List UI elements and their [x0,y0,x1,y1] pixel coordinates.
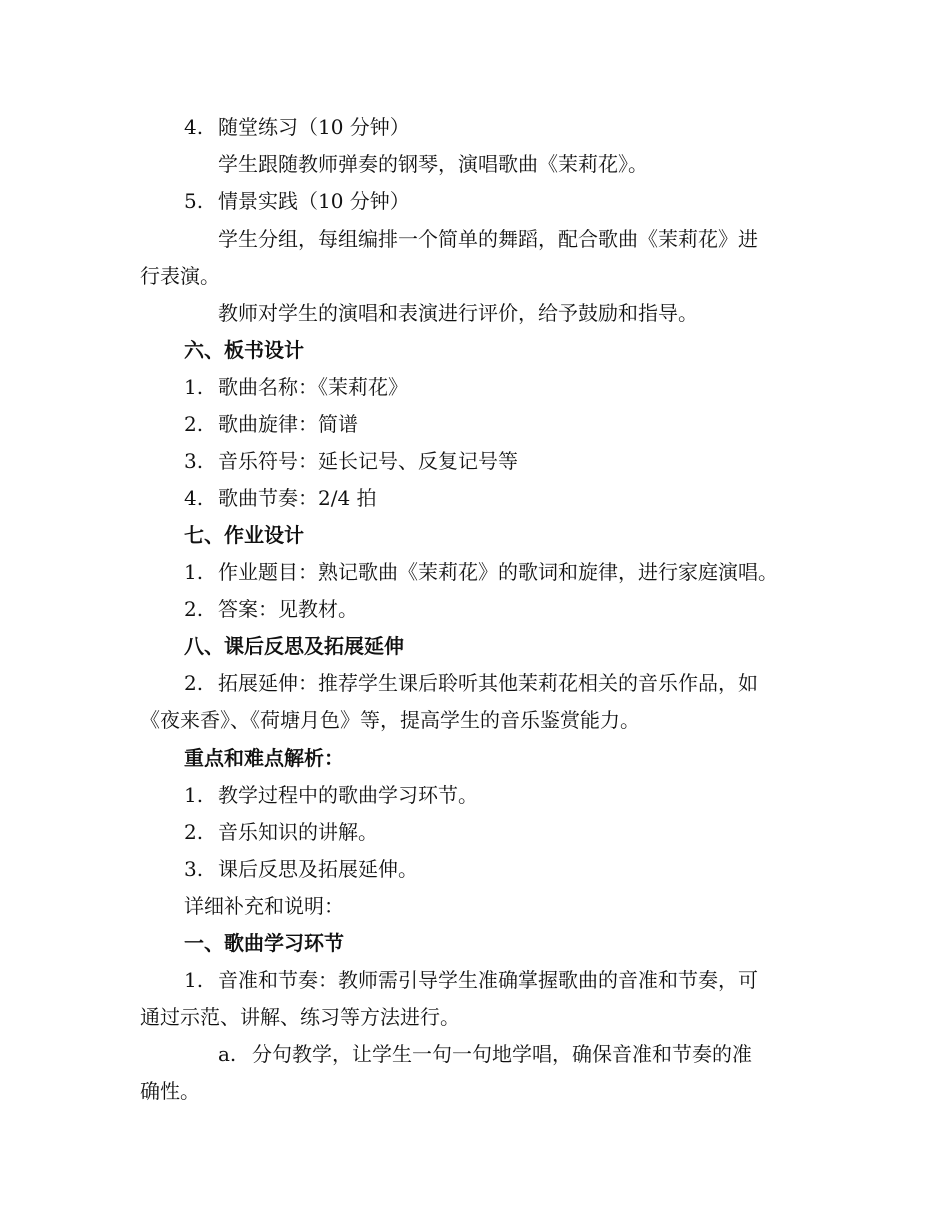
item-text: 歌曲节奏：2/4 拍 [218,486,377,510]
item-number: 1. [184,968,204,992]
paragraph: 教师对学生的演唱和表演进行评价，给予鼓励和指导。 [218,301,698,325]
item-number: 2. [184,597,204,621]
paragraph: 详细补充和说明： [184,894,344,918]
item-text: 课后反思及拓展延伸。 [218,857,418,881]
list-item [184,374,408,400]
item-text: 歌曲旋律：简谱 [218,412,358,436]
item-number: 3. [184,449,204,473]
paragraph-continuation: 确性。 [140,1079,200,1103]
item-text: 歌曲名称：《茉莉花》 [218,375,408,399]
item-text: 情景实践（10 分钟） [218,189,410,213]
item-text: 拓展延伸：推荐学生课后聆听其他茉莉花相关的音乐作品，如 [218,671,758,695]
item-number: 3. [184,857,204,881]
item-number: 1. [184,375,204,399]
item-text: 音准和节奏：教师需引导学生准确掌握歌曲的音准和节奏，可 [218,968,758,992]
list-item [184,485,377,511]
item-text: 音乐符号：延长记号、反复记号等 [218,449,518,473]
item-text: 随堂练习（10 分钟） [218,115,410,139]
item-number: 1. [184,560,204,584]
item-text: 作业题目：熟记歌曲《茉莉花》的歌词和旋律，进行家庭演唱。 [218,560,778,584]
item-text: 音乐知识的讲解。 [218,820,378,844]
paragraph: 学生分组，每组编排一个简单的舞蹈，配合歌曲《茉莉花》进 [218,227,758,251]
item-letter: a. [218,1042,237,1066]
item-text: 分句教学，让学生一句一句地学唱，确保音准和节奏的准 [252,1042,752,1066]
item-number: 4. [184,115,204,139]
list-item [184,782,478,808]
paragraph-continuation: 通过示范、讲解、练习等方法进行。 [140,1005,460,1029]
section-heading: 七、作业设计 [184,523,304,547]
list-item [184,411,358,437]
item-number: 5. [184,189,204,213]
section-heading: 六、板书设计 [184,338,304,362]
list-item [184,819,378,845]
item-number: 1. [184,783,204,807]
item-number: 2. [184,412,204,436]
paragraph-continuation: 《夜来香》、《荷塘月色》等，提高学生的音乐鉴赏能力。 [140,708,640,732]
list-item [184,559,778,585]
list-item [184,448,518,474]
list-item [184,967,758,993]
paragraph: 学生跟随教师弹奏的钢琴，演唱歌曲《茉莉花》。 [218,152,648,176]
section-heading: 八、课后反思及拓展延伸 [184,634,404,658]
list-item [184,670,758,696]
list-item [184,856,418,882]
item-text: 教学过程中的歌曲学习环节。 [218,783,478,807]
sub-list-item [218,1041,752,1067]
item-number: 2. [184,671,204,695]
list-item [184,188,410,214]
item-number: 4. [184,486,204,510]
list-item [184,596,358,622]
section-heading: 重点和难点解析： [184,746,344,770]
section-heading: 一、歌曲学习环节 [184,931,344,955]
item-text: 答案：见教材。 [218,597,358,621]
item-number: 2. [184,820,204,844]
list-item [184,114,410,140]
paragraph-continuation: 行表演。 [140,264,220,288]
